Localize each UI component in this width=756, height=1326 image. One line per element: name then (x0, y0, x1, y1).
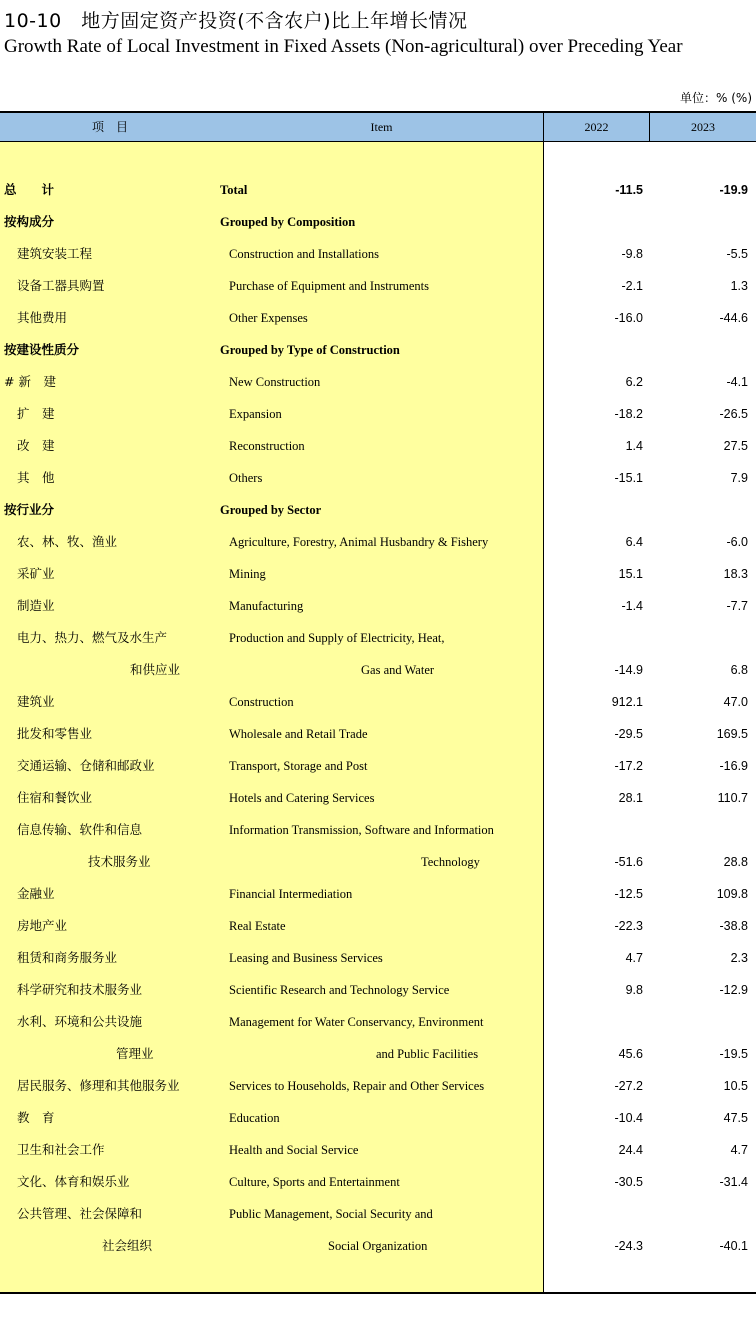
value-2022: -51.6 (614, 855, 643, 869)
row-label-en: Expansion (229, 407, 282, 421)
row-label-cn: 批发和零售业 (17, 726, 93, 741)
value-2022: 6.4 (625, 535, 643, 549)
row-label-en: Financial Intermediation (229, 887, 353, 901)
value-2023: 110.7 (717, 791, 748, 805)
row-label-cn: 按构成分 (4, 214, 55, 229)
table-row (0, 302, 756, 334)
row-label-cn: 改 建 (17, 438, 55, 453)
table-row (0, 910, 756, 942)
value-2023: 4.7 (730, 1143, 748, 1157)
value-2023: 109.8 (716, 887, 748, 901)
row-label-en: Total (220, 183, 248, 197)
row-label-en: Purchase of Equipment and Instruments (229, 279, 429, 293)
table-row (0, 1166, 756, 1198)
table-row (0, 814, 756, 846)
value-2022: -22.3 (614, 919, 643, 933)
table-row (0, 654, 756, 686)
value-2023: 2.3 (730, 951, 748, 965)
row-label-cn: 总 计 (4, 182, 55, 197)
table-row (0, 1070, 756, 1102)
page-title-cn: 10-10 地方固定资产投资(不含农户)比上年增长情况 (4, 10, 468, 32)
row-label-en: Services to Households, Repair and Other Services (229, 1079, 485, 1093)
row-label-cn: 建筑安装工程 (17, 246, 93, 261)
table-row (0, 942, 756, 974)
row-label-en: Technology (421, 855, 480, 869)
row-label-en: Real Estate (229, 919, 286, 933)
row-label-en: Social Organization (328, 1239, 428, 1253)
row-label-cn: 科学研究和技术服务业 (17, 982, 143, 997)
row-label-cn: 技术服务业 (88, 854, 151, 869)
row-label-en: Hotels and Catering Services (229, 791, 375, 805)
value-2023: 10.5 (723, 1079, 748, 1093)
row-label-en: Leasing and Business Services (229, 951, 383, 965)
row-label-cn: 卫生和社会工作 (17, 1142, 105, 1157)
table-row (0, 334, 756, 366)
header-2023: 2023 (691, 120, 715, 134)
row-label-cn: 公共管理、社会保障和 (17, 1206, 143, 1221)
row-label-en: Agriculture, Forestry, Animal Husbandry & Fishery (229, 535, 489, 549)
row-label-en: Other Expenses (229, 311, 308, 325)
table-row (0, 366, 756, 398)
value-2023: 18.3 (723, 567, 748, 581)
value-2023: 28.8 (723, 855, 748, 869)
value-2023: 7.9 (730, 471, 748, 485)
row-label-en: New Construction (229, 375, 321, 389)
value-2022: -11.5 (615, 183, 643, 197)
value-2022: -18.2 (614, 407, 643, 421)
row-label-en: Management for Water Conservancy, Environment (229, 1015, 484, 1029)
table-row (0, 1038, 756, 1070)
row-label-cn: 住宿和餐饮业 (17, 790, 93, 805)
row-label-en: Grouped by Sector (220, 503, 322, 517)
value-2022: 9.8 (625, 983, 643, 997)
row-label-en: Public Management, Social Security and (229, 1207, 433, 1221)
value-2023: -7.7 (726, 599, 748, 613)
row-label-cn: 制造业 (17, 598, 55, 613)
row-label-en: Health and Social Service (229, 1143, 359, 1157)
value-2023: -31.4 (719, 1175, 748, 1189)
table-row (0, 1134, 756, 1166)
header-item-cn: 项 目 (91, 120, 128, 134)
row-label-cn: # 新 建 (4, 374, 56, 389)
value-2023: -19.5 (719, 1047, 748, 1061)
row-label-cn: 居民服务、修理和其他服务业 (17, 1078, 180, 1093)
row-label-en: Construction and Installations (229, 247, 379, 261)
row-label-cn: 房地产业 (17, 918, 68, 933)
row-label-en: and Public Facilities (376, 1047, 479, 1061)
table-row (0, 526, 756, 558)
row-label-cn: 水利、环境和公共设施 (17, 1014, 143, 1029)
value-2022: -17.2 (614, 759, 643, 773)
table-row (0, 398, 756, 430)
row-label-cn: 教 育 (17, 1110, 55, 1125)
value-2023: 6.8 (730, 663, 748, 677)
row-label-cn: 文化、体育和娱乐业 (17, 1174, 130, 1189)
value-2022: -29.5 (614, 727, 643, 741)
row-label-en: Transport, Storage and Post (229, 759, 368, 773)
header-2022: 2022 (584, 120, 609, 134)
value-2022: 912.1 (611, 695, 643, 709)
value-2022: -24.3 (614, 1239, 643, 1253)
table-row (0, 686, 756, 718)
value-2022: -30.5 (614, 1175, 643, 1189)
row-label-cn: 社会组织 (102, 1238, 153, 1253)
row-label-cn: 交通运输、仓储和邮政业 (17, 758, 155, 773)
table-row (0, 1230, 756, 1262)
header-item-en: Item (370, 120, 393, 134)
value-2022: -15.1 (614, 471, 643, 485)
row-label-cn: 其他费用 (17, 310, 68, 325)
value-2023: -16.9 (719, 759, 748, 773)
table-row (0, 270, 756, 302)
row-label-en: Grouped by Type of Construction (220, 343, 400, 357)
value-2023: -38.8 (719, 919, 748, 933)
row-label-en: Scientific Research and Technology Service (229, 983, 450, 997)
table-row (0, 430, 756, 462)
row-label-cn: 采矿业 (17, 566, 55, 581)
value-2023: 47.5 (723, 1111, 748, 1125)
value-2022: 1.4 (625, 439, 643, 453)
table-header (0, 111, 756, 142)
table-row (0, 206, 756, 238)
value-2023: 169.5 (716, 727, 748, 741)
table-row (0, 462, 756, 494)
row-label-cn: 金融业 (17, 886, 55, 901)
table-row (0, 718, 756, 750)
value-2023: -4.1 (726, 375, 748, 389)
row-label-en: Production and Supply of Electricity, Heat, (229, 631, 445, 645)
row-label-cn: 农、林、牧、渔业 (17, 534, 118, 549)
value-2023: 27.5 (723, 439, 748, 453)
value-2022: 4.7 (625, 951, 643, 965)
row-label-cn: 建筑业 (17, 694, 55, 709)
value-2023: -40.1 (719, 1239, 748, 1253)
row-label-cn: 租赁和商务服务业 (17, 950, 118, 965)
value-2022: 24.4 (618, 1143, 643, 1157)
value-2023: -19.9 (719, 183, 748, 197)
value-2022: -14.9 (614, 663, 643, 677)
value-2023: -5.5 (726, 247, 748, 261)
table-row (0, 750, 756, 782)
page-title-en: Growth Rate of Local Investment in Fixed Assets (Non-agricultural) over Preceding Year (4, 36, 683, 57)
table-row (0, 590, 756, 622)
row-label-en: Reconstruction (229, 439, 305, 453)
table-row (0, 174, 756, 206)
value-2022: -10.4 (614, 1111, 643, 1125)
value-2022: 45.6 (618, 1047, 643, 1061)
value-2022: -16.0 (614, 311, 643, 325)
unit-label: 单位：% (%) (680, 91, 752, 105)
table-row (0, 846, 756, 878)
row-label-en: Grouped by Composition (220, 215, 356, 229)
table-row (0, 494, 756, 526)
row-label-cn: 按建设性质分 (4, 342, 80, 357)
value-2022: -1.4 (621, 599, 643, 613)
row-label-en: Gas and Water (361, 663, 435, 677)
row-label-cn: 电力、热力、燃气及水生产 (17, 630, 168, 645)
row-label-cn: 按行业分 (4, 502, 55, 517)
value-2023: -12.9 (719, 983, 748, 997)
row-label-en: Wholesale and Retail Trade (229, 727, 368, 741)
table-row (0, 622, 756, 654)
row-label-cn: 其 他 (17, 470, 55, 485)
table-row (0, 782, 756, 814)
row-label-en: Manufacturing (229, 599, 304, 613)
table-row (0, 238, 756, 270)
value-2023: 47.0 (723, 695, 748, 709)
row-label-en: Culture, Sports and Entertainment (229, 1175, 400, 1189)
table-row (0, 1198, 756, 1230)
value-2023: -26.5 (719, 407, 748, 421)
table-row (0, 558, 756, 590)
table-bottom-border (0, 1292, 756, 1294)
row-label-cn: 信息传输、软件和信息 (17, 822, 143, 837)
value-2023: -44.6 (719, 311, 748, 325)
value-2023: -6.0 (726, 535, 748, 549)
value-2022: 28.1 (618, 791, 643, 805)
row-label-en: Education (229, 1111, 280, 1125)
row-label-en: Construction (229, 695, 294, 709)
table-row (0, 974, 756, 1006)
row-label-cn: 扩 建 (17, 406, 55, 421)
table-row (0, 878, 756, 910)
value-2023: 1.3 (730, 279, 748, 293)
row-label-cn: 设备工器具购置 (17, 278, 105, 293)
value-2022: 15.1 (618, 567, 643, 581)
value-2022: -9.8 (621, 247, 643, 261)
row-label-en: Mining (229, 567, 266, 581)
value-2022: -12.5 (614, 887, 643, 901)
row-label-cn: 管理业 (116, 1046, 154, 1061)
value-2022: -2.1 (621, 279, 643, 293)
row-label-cn: 和供应业 (130, 662, 181, 677)
table-row (0, 1006, 756, 1038)
row-label-en: Others (229, 471, 263, 485)
value-2022: 6.2 (625, 375, 643, 389)
value-2022: -27.2 (614, 1079, 643, 1093)
row-label-en: Information Transmission, Software and Information (229, 823, 494, 837)
table-row (0, 1102, 756, 1134)
